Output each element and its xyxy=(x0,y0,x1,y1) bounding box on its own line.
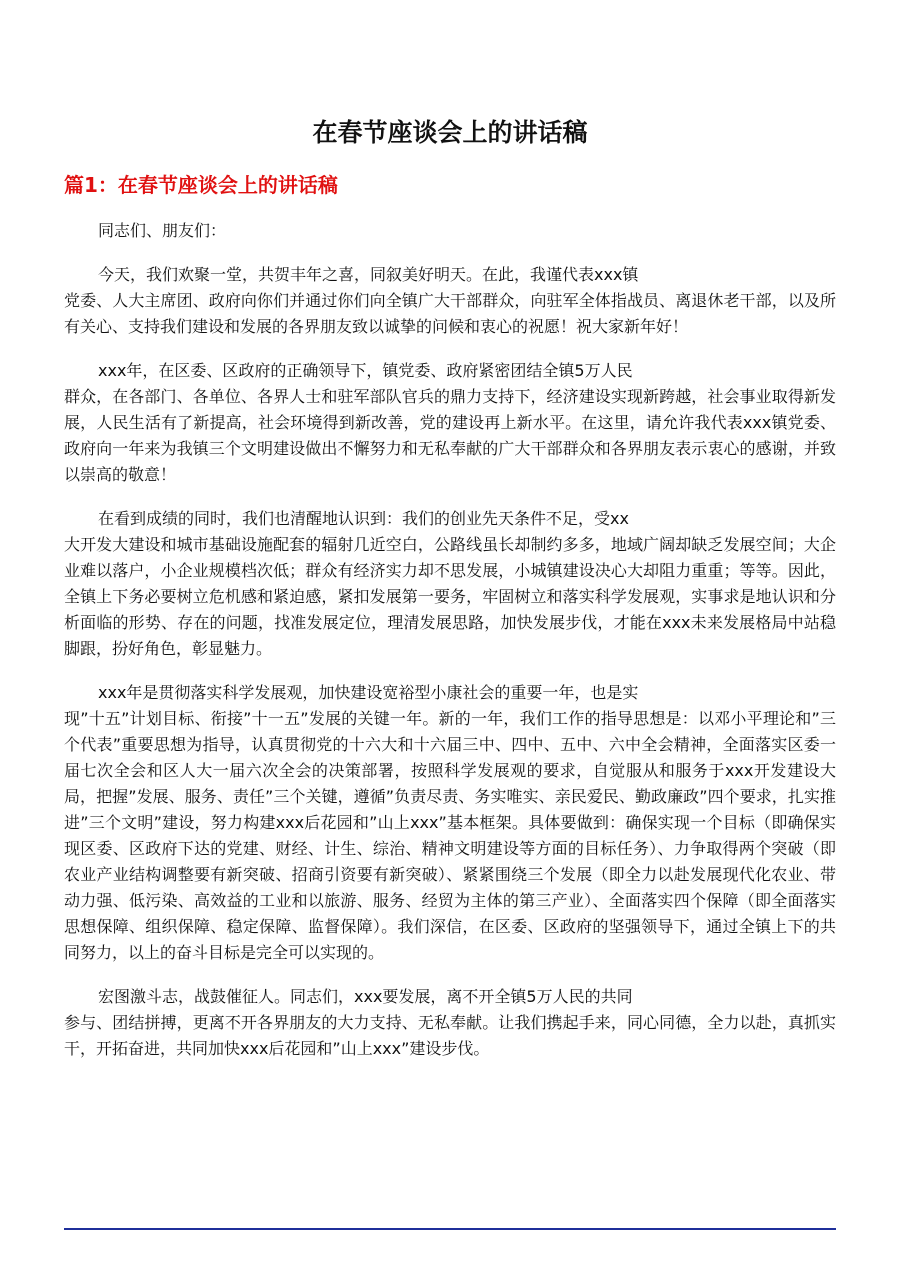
paragraph-rest: 参与、团结拼搏，更离不开各界朋友的大力支持、无私奉献。让我们携起手来，同心同德，全力以赴，真抓实干，开拓奋进，共同加快xxx后花园和”山上xxx”建设步伐。 xyxy=(64,1013,836,1058)
paragraph-rest: 大开发大建设和城市基础设施配套的辐射几近空白，公路线虽长却制约多多，地域广阔却缺乏发展空间；大企业难以落户，小企业规模档次低；群众有经济实力却不思发展，小城镇建设决心大却阻力重重；等等。因此，全镇上下务必要树立危机感和紧迫感，紧扣发展第一要务，牢固树立和落实科学发展观，实事求是地认识和分析面临的形势、存在的问题，找准发展定位，理清发展思路，加快发展步伐，才能在xxx未来发展格局中站稳脚跟，扮好角色，彰显魅力。 xyxy=(64,535,836,658)
paragraph-rest: 现”十五”计划目标、衔接”十一五”发展的关键一年。新的一年，我们工作的指导思想是：以邓小平理论和”三个代表”重要思想为指导，认真贯彻党的十六大和十六届三中、四中、五中、六中全会精神，全面落实区委一届七次全会和区人大一届六次全会的决策部署，按照科学发展观的要求，自觉服从和服务于xxx开发建设大局，把握”发展、服务、责任”三个关键，遵循”负责尽责、务实唯实、亲民爱民、勤政廉政”四个要求，扎实推进”三个文明”建设，努力构建xxx后花园和”山上xxx”基本框架。具体要做到：确保实现一个目标（即确保实现区委、区政府下达的党建、财经、计生、综治、精神文明建设等方面的目标任务）、力争取得两个突破（即农业产业结构调整要有新突破、招商引资要有新突破）、紧紧围绕三个发展（即全力以赴发展现代化农业、带动力强、低污染、高效益的工业和以旅游、服务、经贸为主体的第三产业）、全面落实四个保障（即全面落实思想保障、组织保障、稳定保障、监督保障）。我们深信，在区委、区政府的坚强领导下，通过全镇上下的共同努力，以上的奋斗目标是完全可以实现的。 xyxy=(64,709,836,962)
paragraph-lead: 今天，我们欢聚一堂，共贺丰年之喜，同叙美好明天。在此，我谨代表xxx镇 xyxy=(98,265,639,284)
section-heading: 篇1：在春节座谈会上的讲话稿 xyxy=(64,173,338,197)
paragraph-lead: 在看到成绩的同时，我们也清醒地认识到：我们的创业先天条件不足，受xx xyxy=(98,509,629,528)
document-title: 在春节座谈会上的讲话稿 xyxy=(312,118,588,147)
paragraph-lead: xxx年，在区委、区政府的正确领导下，镇党委、政府紧密团结全镇5万人民 xyxy=(98,361,633,380)
paragraph-lead: 宏图激斗志，战鼓催征人。同志们，xxx要发展，离不开全镇5万人民的共同 xyxy=(98,987,633,1006)
paragraph-1 xyxy=(64,262,836,340)
paragraph-lead: xxx年是贯彻落实科学发展观，加快建设宽裕型小康社会的重要一年，也是实 xyxy=(98,683,639,702)
greeting: 同志们、朋友们： xyxy=(98,221,227,240)
paragraph-rest: 党委、人大主席团、政府向你们并通过你们向全镇广大干部群众，向驻军全体指战员、离退休老干部，以及所有关心、支持我们建设和发展的各界朋友致以诚挚的问候和衷心的祝愿！祝大家新年好！ xyxy=(64,291,836,336)
paragraph-2 xyxy=(64,358,836,488)
paragraph-4 xyxy=(64,680,836,966)
paragraph-5 xyxy=(64,984,836,1062)
footer-divider xyxy=(64,1228,836,1230)
paragraph-rest: 群众，在各部门、各单位、各界人士和驻军部队官兵的鼎力支持下，经济建设实现新跨越，社会事业取得新发展，人民生活有了新提高，社会环境得到新改善，党的建设再上新水平。在这里，请允许我代表xxx镇党委、政府向一年来为我镇三个文明建设做出不懈努力和无私奉献的广大干部群众和各界朋友表示衷心的感谢，并致以崇高的敬意！ xyxy=(64,387,836,484)
document-body xyxy=(64,218,836,1080)
paragraph-3 xyxy=(64,506,836,662)
